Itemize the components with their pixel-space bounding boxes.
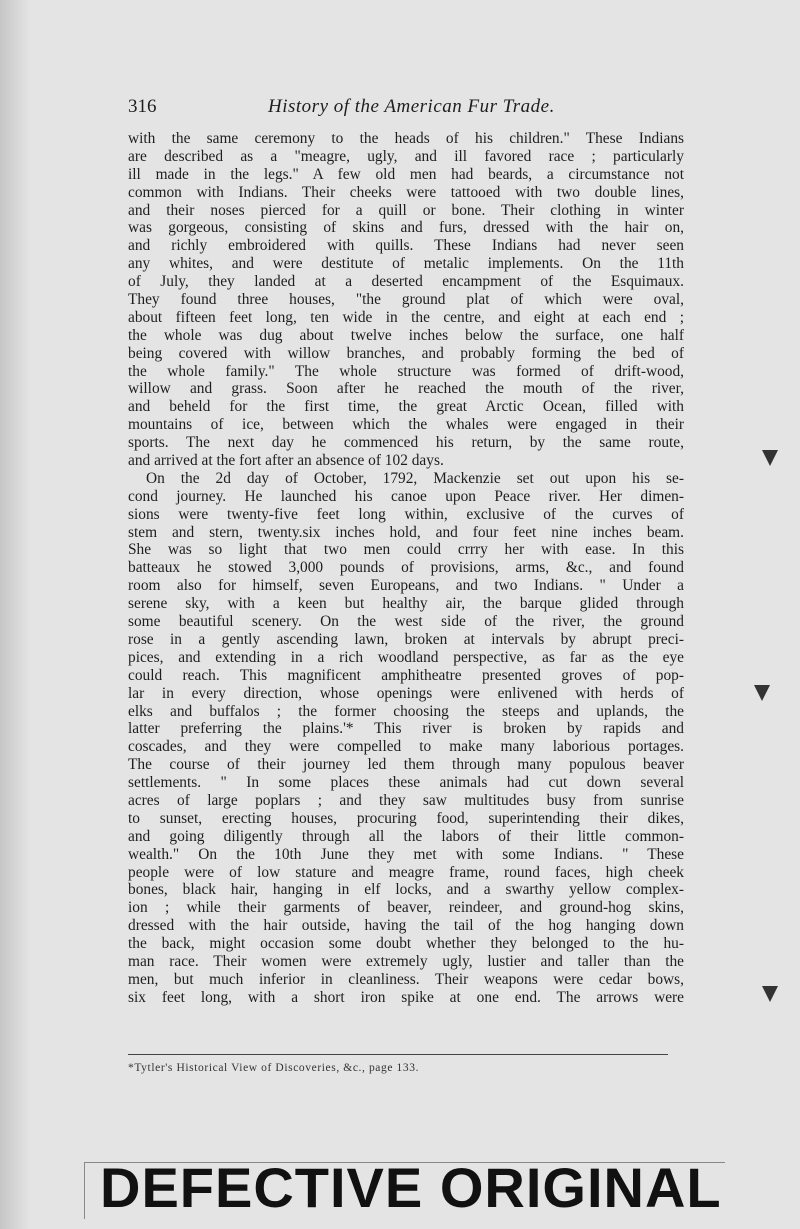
text-line: cond journey. He launched his canoe upon Peace river. Her dimen-: [128, 487, 684, 505]
footnote-rule: [128, 1054, 668, 1055]
running-title: History of the American Fur Trade.: [268, 96, 555, 117]
text-line: dressed with the hair outside, having the tail of the hog hanging down: [128, 917, 684, 935]
text-line: mountains of ice, between which the whales were engaged in their: [128, 416, 684, 434]
text-line: about fifteen feet long, ten wide in the centre, and eight at each end ;: [128, 308, 684, 326]
text-line: On the 2d day of October, 1792, Mackenzie set out upon his se-: [146, 469, 684, 487]
text-line: common with Indians. Their cheeks were tattooed with two double lines,: [128, 183, 684, 201]
margin-mark: [754, 685, 770, 701]
text-line: and richly embroidered with quills. These Indians had never seen: [128, 237, 684, 255]
margin-mark: [762, 986, 778, 1002]
text-line: room also for himself, seven Europeans, and two Indians. " Under a: [128, 577, 684, 595]
text-line: of July, they landed at a deserted encampment of the Esquimaux.: [128, 273, 684, 291]
page-number: 316: [128, 96, 157, 117]
text-line: and going diligently through all the labors of their little common-: [128, 827, 684, 845]
text-line: and their noses pierced for a quill or bone. Their clothing in winter: [128, 201, 684, 219]
text-line: could reach. This magnificent amphitheatre presented groves of pop-: [128, 666, 684, 684]
margin-mark: [762, 450, 778, 466]
text-line: The course of their journey led them through many populous beaver: [128, 756, 684, 774]
text-line: was gorgeous, consisting of skins and furs, dressed with the hair on,: [128, 219, 684, 237]
text-line: elks and buffalos ; the former choosing the steeps and uplands, the: [128, 702, 684, 720]
text-line: people were of low stature and meagre frame, round faces, high cheek: [128, 863, 684, 881]
text-line: batteaux he stowed 3,000 pounds of provisions, arms, &c., and found: [128, 559, 684, 577]
text-line: willow and grass. Soon after he reached the mouth of the river,: [128, 380, 684, 398]
text-line: latter preferring the plains.'* This river is broken by rapids and: [128, 720, 684, 738]
text-line: ion ; while their garments of beaver, reindeer, and ground-hog skins,: [128, 899, 684, 917]
text-line: serene sky, with a keen but healthy air, the barque glided through: [128, 595, 684, 613]
footnote: *Tytler's Historical View of Discoveries, &c., page 133.: [128, 1062, 420, 1074]
text-line: any whites, and were destitute of metalic implements. On the 11th: [128, 255, 684, 273]
text-line: acres of large poplars ; and they saw multitudes busy from sunrise: [128, 791, 684, 809]
text-line: They found three houses, "the ground plat of which were oval,: [128, 291, 684, 309]
text-line: sports. The next day he commenced his return, by the same route,: [128, 434, 684, 452]
body-text: [128, 130, 684, 1007]
text-line: man race. Their women were extremely ugly, lustier and taller than the: [128, 952, 684, 970]
text-line: wealth." On the 10th June they met with some Indians. " These: [128, 845, 684, 863]
page-edge-shadow: [0, 0, 30, 1229]
text-line: She was so light that two men could crrry her with ease. In this: [128, 541, 684, 559]
text-line: coscades, and they were compelled to make many laborious portages.: [128, 738, 684, 756]
text-line: men, but much inferior in cleanliness. Their weapons were cedar bows,: [128, 970, 684, 988]
text-line: six feet long, with a short iron spike at one end. The arrows were: [128, 988, 684, 1006]
text-line: sions were twenty-five feet long within, exclusive of the curves of: [128, 505, 684, 523]
text-line: settlements. " In some places these animals had cut down several: [128, 774, 684, 792]
text-line: and arrived at the fort after an absence of 102 days.: [128, 452, 444, 470]
text-line: ill made in the legs." A few old men had beards, a circumstance not: [128, 165, 684, 183]
text-line: with the same ceremony to the heads of his children." These Indians: [128, 130, 684, 147]
text-line: the back, might occasion some doubt whether they belonged to the hu-: [128, 935, 684, 953]
text-line: being covered with willow branches, and probably forming the bed of: [128, 344, 684, 362]
page-header: [128, 96, 688, 126]
text-line: bones, black hair, hanging in elf locks, and a swarthy yellow complex-: [128, 881, 684, 899]
text-line: pices, and extending in a rich woodland perspective, as far as the eye: [128, 648, 684, 666]
text-line: the whole was dug about twelve inches below the surface, one half: [128, 326, 684, 344]
text-line: to sunset, erecting houses, procuring food, superintending their dikes,: [128, 809, 684, 827]
text-line: rose in a gently ascending lawn, broken at intervals by abrupt preci-: [128, 630, 684, 648]
text-line: lar in every direction, whose openings were enlivened with herds of: [128, 684, 684, 702]
text-line: some beautiful scenery. On the west side of the river, the ground: [128, 613, 684, 631]
defective-original-stamp: DEFECTIVE ORIGINAL: [100, 1156, 722, 1219]
text-line: are described as a "meagre, ugly, and ill favored race ; particularly: [128, 147, 684, 165]
text-line: and beheld for the first time, the great Arctic Ocean, filled with: [128, 398, 684, 416]
text-line: the whole family." The whole structure was formed of drift-wood,: [128, 362, 684, 380]
text-line: stem and stern, twenty.six inches hold, and four feet nine inches beam.: [128, 523, 684, 541]
